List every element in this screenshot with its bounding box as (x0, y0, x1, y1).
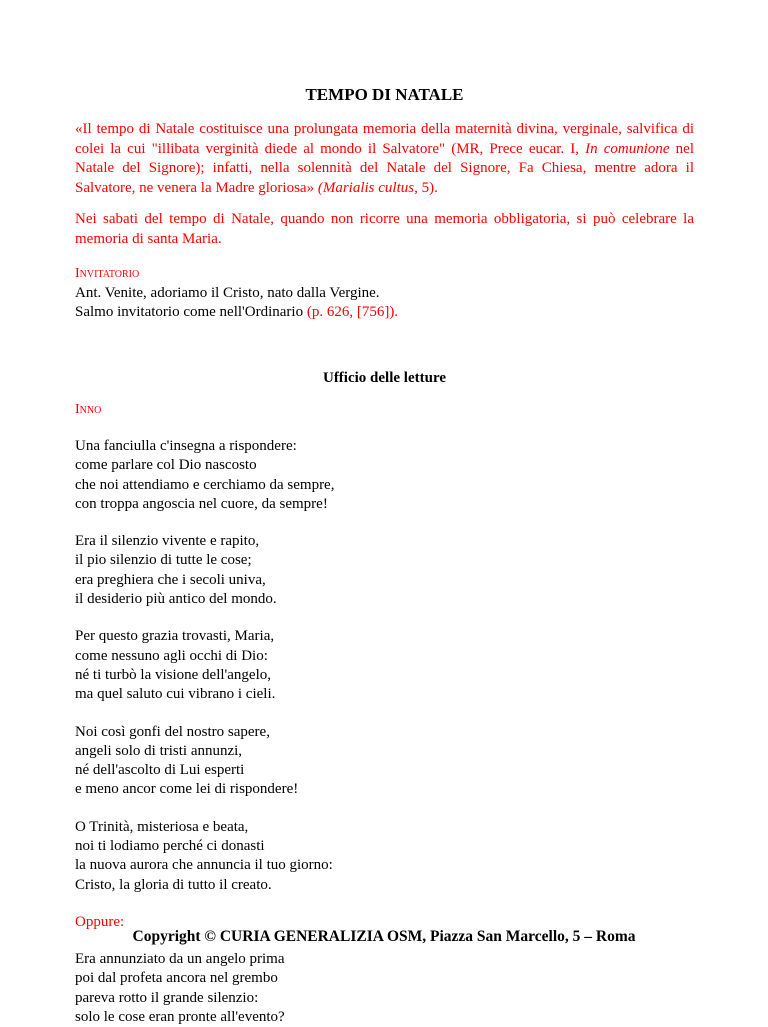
hymn-line: Per questo grazia trovasti, Maria, (75, 628, 275, 645)
intro-text-3: 5). (417, 179, 438, 196)
hymn-line: Cristo, la gloria di tutto il creato. (75, 876, 272, 893)
hymn-stanza-3 (75, 627, 694, 704)
hymn-line: né ti turbò la visione dell'angelo, (75, 666, 271, 683)
invitatorio-label: Invitatorio (75, 266, 140, 281)
page-title: TEMPO DI NATALE (305, 85, 464, 104)
hymn-line: né dell'ascolto di Lui esperti (75, 762, 245, 779)
salmo-page-reference: (p. 626, [756]). (306, 304, 399, 320)
oppure-label: Oppure: (75, 913, 125, 930)
hymn-line: come parlare col Dio nascosto (75, 457, 257, 474)
hymn-stanza-4 (75, 723, 694, 800)
hymn-stanza-1 (75, 437, 694, 514)
hymn-line: era preghiera che i secoli univa, (75, 571, 266, 588)
hymn-line: poi dal profeta ancora nel grembo (75, 970, 278, 987)
copyright-footer: Copyright © CURIA GENERALIZIA OSM, Piazza San Marcello, 5 – Roma (132, 928, 636, 945)
hymn-line: e meno ancor come lei di rispondere! (75, 781, 299, 798)
hymn-stanza-2 (75, 532, 694, 609)
hymn-stanza-5 (75, 818, 694, 895)
invitatorio-antifona: Ant. Venite, adoriamo il Cristo, nato dalla Vergine. (75, 284, 380, 301)
section-title: Ufficio delle letture (322, 369, 446, 386)
sabati-note: Nei sabati del tempo di Natale, quando non ricorre una memoria obbligatoria, si può celebrare la memoria di santa Maria. (75, 211, 694, 247)
hymn-line: con troppa angoscia nel cuore, da sempre! (75, 495, 328, 512)
hymn-line: il pio silenzio di tutte le cose; (75, 552, 252, 569)
intro-italic-2: (Marialis cultus, (317, 179, 418, 196)
hymn-line: Era il silenzio vivente e rapito, (75, 533, 260, 550)
hymn-alt-stanza (75, 950, 694, 1027)
inno-label: Inno (75, 401, 102, 417)
hymn-line: Era annunziato da un angelo prima (75, 950, 285, 967)
intro-text-2: nel Natale del Signore); infatti, nella solennità del Natale del Signore, Fa Chiesa, mentre adora il Salvatore, ne venera la Madre gloriosa» (75, 140, 695, 196)
hymn-line: la nuova aurora che annuncia il tuo giorno: (75, 857, 333, 874)
intro-text-1: «Il tempo di Natale costituisce una prolungata memoria della maternità divina, verginale, salvifica di colei la cui "illibata verginità diede al mondo il Salvatore" (MR, Prece eucar. I, (75, 121, 694, 157)
page-content (75, 84, 694, 1027)
hymn-line: O Trinità, misteriosa e beata, (75, 818, 249, 835)
hymn-line: come nessuno agli occhi di Dio: (75, 647, 268, 664)
hymn-line: solo le cose eran pronte all'evento? (75, 1008, 285, 1025)
hymn-line: angeli solo di tristi annunzi, (75, 742, 243, 759)
hymn-line: noi ti lodiamo perché ci donasti (75, 838, 265, 855)
hymn-line: Noi così gonfi del nostro sapere, (75, 723, 270, 740)
salmo-text: Salmo invitatorio come nell'Ordinario (75, 304, 307, 320)
hymn-line: pareva rotto il grande silenzio: (75, 989, 259, 1006)
hymn-line: Una fanciulla c'insegna a rispondere: (75, 438, 297, 454)
intro-paragraph (75, 120, 694, 198)
hymn-line: che noi attendiamo e cerchiamo da sempre, (75, 476, 335, 493)
intro-italic-1: In comunione (585, 140, 670, 157)
invitatorio-salmo (75, 303, 694, 323)
invitatorio-block (75, 264, 694, 323)
hymn-line: ma quel saluto cui vibrano i cieli. (75, 686, 276, 703)
hymn-line: il desiderio più antico del mondo. (75, 591, 277, 608)
